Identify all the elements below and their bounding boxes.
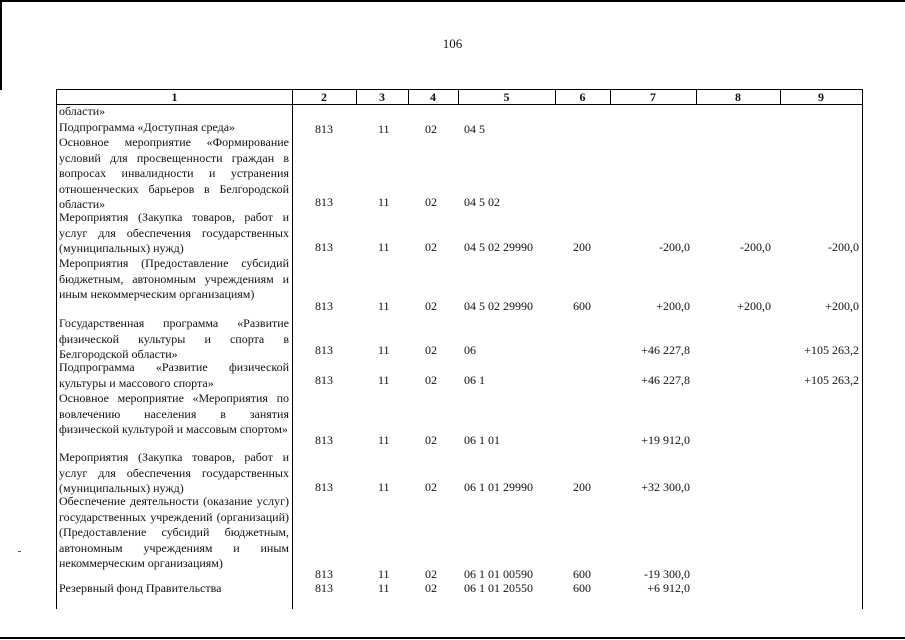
cell-rz: 11 bbox=[378, 240, 390, 254]
header-col-6: 6 bbox=[579, 90, 586, 104]
cell-csr: 06 1 01 20550 bbox=[464, 581, 533, 595]
cell-amount-1: +46 227,8 bbox=[641, 373, 690, 387]
column-divider bbox=[292, 89, 293, 609]
row-description: Мероприятия (Закупка товаров, работ и услуг для обеспечения государственных (муниципальных) нужд) bbox=[59, 210, 289, 255]
table-header bbox=[57, 89, 862, 105]
cell-rz: 11 bbox=[378, 195, 390, 209]
cell-ved: 813 bbox=[315, 480, 333, 494]
cell-amount-1: +46 227,8 bbox=[641, 343, 690, 357]
cell-rz: 11 bbox=[378, 299, 390, 313]
cell-csr: 06 1 01 29990 bbox=[464, 480, 533, 494]
cell-amount-1: +19 912,0 bbox=[641, 433, 690, 447]
scan-edge-top bbox=[0, 0, 905, 2]
cell-pr: 02 bbox=[425, 567, 437, 581]
cell-vr: 200 bbox=[573, 480, 591, 494]
cell-ved: 813 bbox=[315, 373, 333, 387]
row-description: Подпрограмма «Доступная среда» bbox=[59, 120, 236, 134]
cell-pr: 02 bbox=[425, 373, 437, 387]
cell-csr: 06 1 01 bbox=[464, 433, 500, 447]
cell-amount-1: +32 300,0 bbox=[641, 480, 690, 494]
header-col-5: 5 bbox=[503, 90, 510, 104]
row-description: Резервный фонд Правительства bbox=[59, 581, 222, 595]
cell-pr: 02 bbox=[425, 122, 437, 136]
row-description: Подпрограмма «Развитие физической культуры и массового спорта» bbox=[59, 360, 289, 390]
cell-ved: 813 bbox=[315, 433, 333, 447]
cell-amount-1: -19 300,0 bbox=[644, 567, 690, 581]
cell-amount-2: +200,0 bbox=[737, 299, 771, 313]
cell-csr: 04 5 bbox=[464, 122, 485, 136]
cell-amount-3: +105 263,2 bbox=[804, 373, 859, 387]
cell-vr: 600 bbox=[573, 567, 591, 581]
cell-ved: 813 bbox=[315, 581, 333, 595]
cell-rz: 11 bbox=[378, 343, 390, 357]
cell-amount-3: -200,0 bbox=[828, 240, 859, 254]
cell-amount-1: +6 912,0 bbox=[647, 581, 690, 595]
cell-pr: 02 bbox=[425, 581, 437, 595]
row-description: области» bbox=[59, 104, 106, 118]
cell-rz: 11 bbox=[378, 373, 390, 387]
row-description: Обеспечение деятельности (оказание услуг) государственных учреждений (организаций) (Предоставление субсидий бюджетным, автономным учреждениям и иным некоммерческим организациям) bbox=[59, 494, 289, 570]
column-divider bbox=[555, 89, 556, 104]
scan-speck bbox=[18, 551, 21, 552]
column-divider bbox=[458, 89, 459, 104]
column-divider bbox=[356, 89, 357, 104]
cell-ved: 813 bbox=[315, 343, 333, 357]
cell-pr: 02 bbox=[425, 343, 437, 357]
cell-pr: 02 bbox=[425, 433, 437, 447]
cell-pr: 02 bbox=[425, 299, 437, 313]
cell-vr: 600 bbox=[573, 581, 591, 595]
cell-pr: 02 bbox=[425, 195, 437, 209]
cell-pr: 02 bbox=[425, 240, 437, 254]
cell-amount-1: -200,0 bbox=[659, 240, 690, 254]
row-description: Государственная программа «Развитие физической культуры и спорта в Белгородской области» bbox=[59, 316, 289, 361]
header-col-3: 3 bbox=[379, 90, 385, 104]
cell-rz: 11 bbox=[378, 122, 390, 136]
header-col-9: 9 bbox=[818, 90, 824, 104]
cell-ved: 813 bbox=[315, 567, 333, 581]
cell-amount-1: +200,0 bbox=[656, 299, 690, 313]
column-divider bbox=[780, 89, 781, 104]
cell-ved: 813 bbox=[315, 195, 333, 209]
column-divider bbox=[696, 89, 697, 104]
header-col-4: 4 bbox=[430, 90, 436, 104]
row-description: Мероприятия (Закупка товаров, работ и услуг для обеспечения государственных (муниципальных) нужд) bbox=[59, 450, 289, 495]
cell-rz: 11 bbox=[378, 433, 390, 447]
column-divider bbox=[610, 89, 611, 104]
cell-csr: 04 5 02 bbox=[464, 195, 500, 209]
header-col-2: 2 bbox=[321, 90, 327, 104]
column-divider bbox=[408, 89, 409, 104]
cell-csr: 06 1 bbox=[464, 373, 485, 387]
header-col-8: 8 bbox=[735, 90, 741, 104]
cell-ved: 813 bbox=[315, 299, 333, 313]
cell-vr: 600 bbox=[573, 299, 591, 313]
cell-rz: 11 bbox=[378, 581, 390, 595]
cell-amount-3: +200,0 bbox=[825, 299, 859, 313]
cell-ved: 813 bbox=[315, 240, 333, 254]
cell-amount-3: +105 263,2 bbox=[804, 343, 859, 357]
cell-pr: 02 bbox=[425, 480, 437, 494]
header-col-1: 1 bbox=[171, 90, 178, 104]
cell-csr: 06 bbox=[464, 343, 476, 357]
page-number: 106 bbox=[442, 36, 463, 51]
scan-edge-bottom bbox=[0, 637, 905, 639]
row-description: Основное мероприятие «Формирование условий для просвещенности граждан в вопросах инвалидности и устранения отношенческих барьеров в Белгородской области» bbox=[59, 135, 289, 211]
cell-rz: 11 bbox=[378, 567, 390, 581]
cell-ved: 813 bbox=[315, 122, 333, 136]
cell-csr: 04 5 02 29990 bbox=[464, 299, 533, 313]
cell-vr: 200 bbox=[573, 240, 591, 254]
row-description: Основное мероприятие «Мероприятия по вовлечению населения в занятия физической культурой и массовым спортом» bbox=[59, 391, 289, 436]
budget-table bbox=[56, 89, 863, 609]
row-description: Мероприятия (Предоставление субсидий бюджетным, автономным учреждениям и иным некоммерческим организациям) bbox=[59, 256, 289, 301]
cell-csr: 04 5 02 29990 bbox=[464, 240, 533, 254]
cell-csr: 06 1 01 00590 bbox=[464, 567, 533, 581]
cell-amount-2: -200,0 bbox=[740, 240, 771, 254]
header-col-7: 7 bbox=[650, 90, 656, 104]
cell-rz: 11 bbox=[378, 480, 390, 494]
